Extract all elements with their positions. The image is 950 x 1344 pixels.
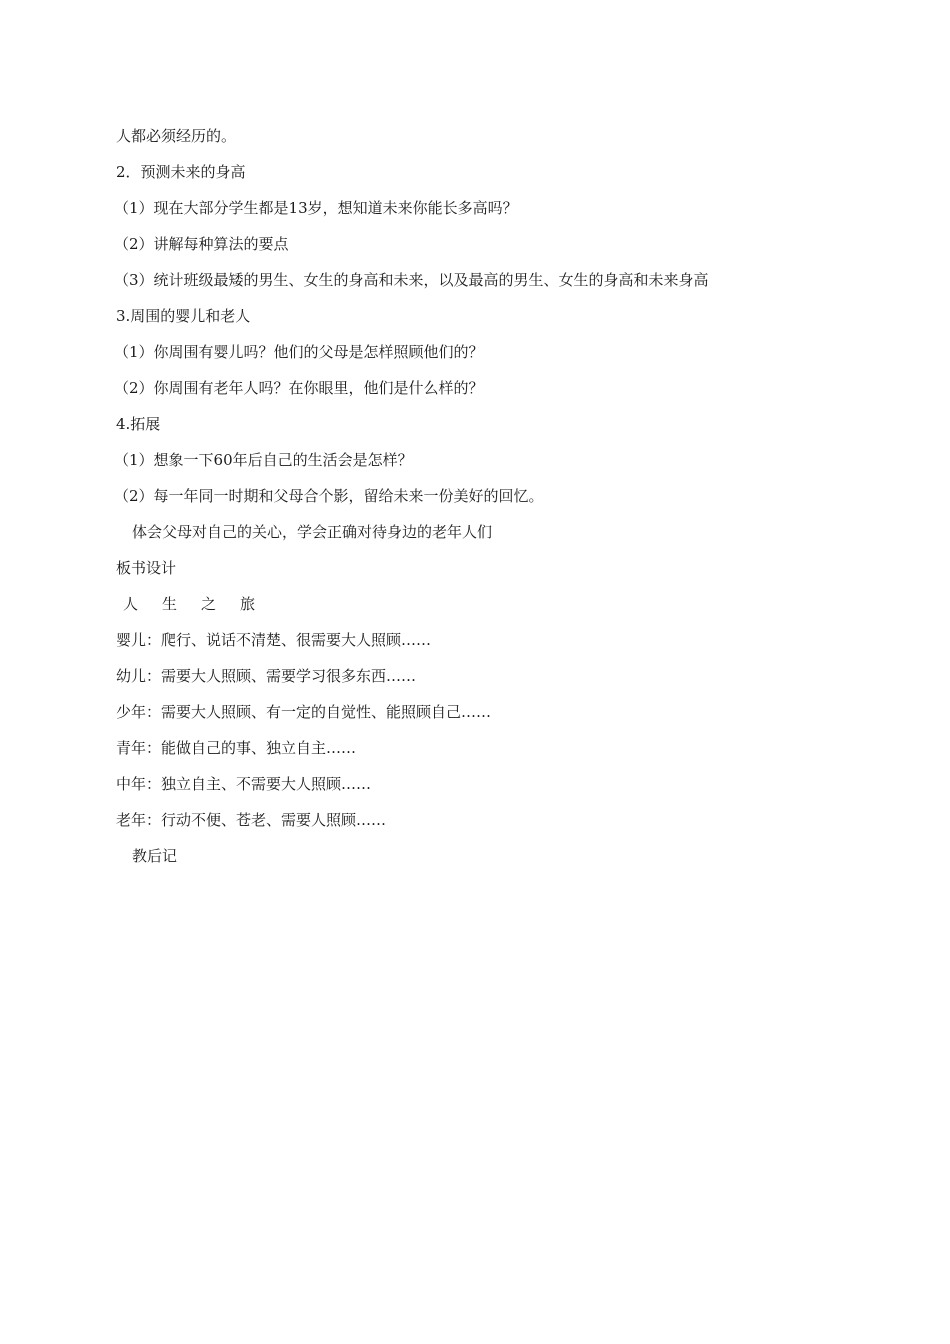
list-item: （2）讲解每种算法的要点: [114, 235, 289, 253]
board-title-char: 人: [123, 595, 139, 613]
board-stage-line: 中年：独立自主、不需要大人照顾……: [116, 775, 372, 793]
board-stage-line: 幼儿：需要大人照顾、需要学习很多东西……: [116, 667, 417, 685]
board-stage-line: 青年：能做自己的事、独立自主……: [116, 739, 357, 757]
board-stage-line: 婴儿：爬行、说话不清楚、很需要大人照顾……: [116, 631, 432, 649]
section-heading-board-design: 板书设计: [116, 559, 177, 577]
list-item: （1）你周围有婴儿吗？他们的父母是怎样照顾他们的？: [114, 343, 484, 361]
board-title: [123, 594, 279, 614]
board-stage-line: 少年：需要大人照顾、有一定的自觉性、能照顾自己……: [116, 703, 492, 721]
board-title-char: 生: [162, 595, 178, 613]
list-item: （1）现在大部分学生都是13岁，想知道未来你能长多高吗？: [114, 199, 518, 217]
list-item: （3）统计班级最矮的男生、女生的身高和未来，以及最高的男生、女生的身高和未来身高: [114, 271, 709, 289]
list-item: （2）每一年同一时期和父母合个影，留给未来一份美好的回忆。: [114, 487, 544, 505]
afterword-heading: 教后记: [132, 847, 178, 865]
list-item: （1）想象一下60年后自己的生活会是怎样？: [114, 451, 413, 469]
text-line-continuation: 人都必须经历的。: [116, 127, 237, 145]
section-heading-predict-height: 2．预测未来的身高: [116, 163, 246, 181]
board-title-char: 之: [201, 595, 217, 613]
section-heading-babies-elders: 3.周围的婴儿和老人: [116, 307, 251, 325]
list-item: （2）你周围有老年人吗？在你眼里，他们是什么样的？: [114, 379, 484, 397]
summary-paragraph: 体会父母对自己的关心，学会正确对待身边的老年人们: [132, 523, 493, 541]
board-stage-line: 老年：行动不便、苍老、需要人照顾……: [116, 811, 387, 829]
board-title-char: 旅: [240, 595, 256, 613]
section-heading-extension: 4.拓展: [116, 415, 161, 433]
